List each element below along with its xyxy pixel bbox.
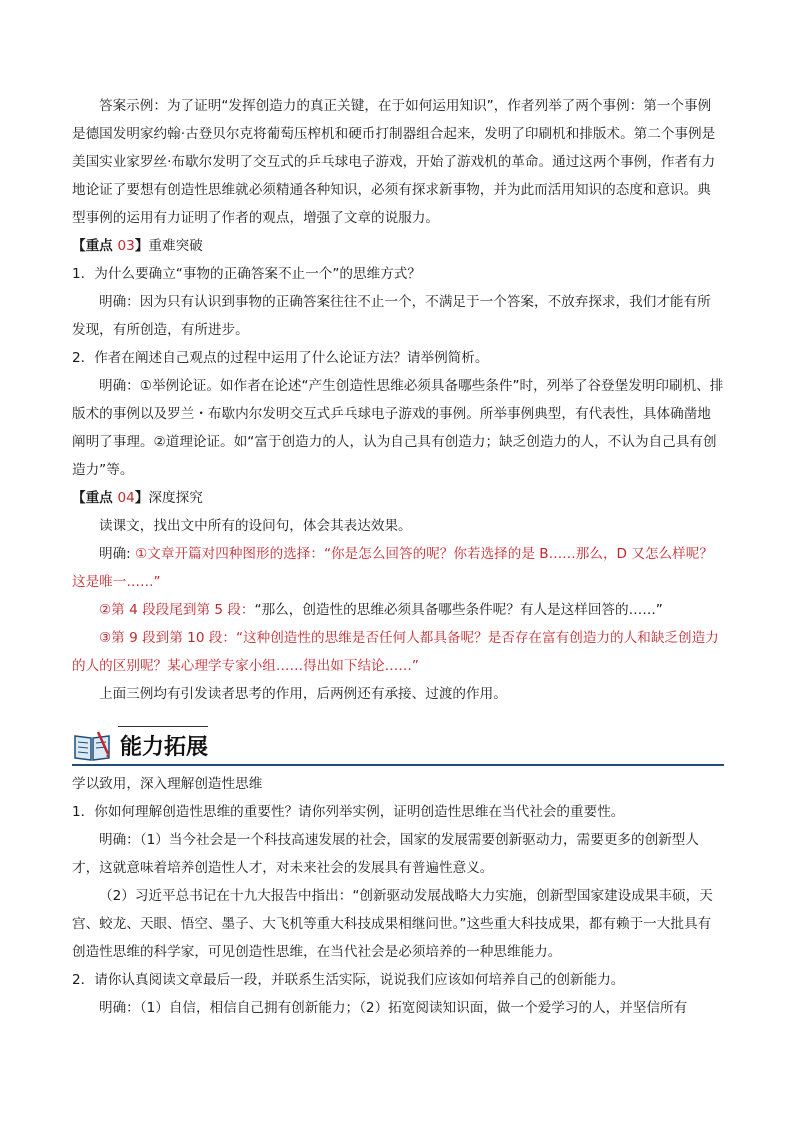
key-point-03-heading bbox=[72, 232, 724, 260]
key-point-03-label: 重难突破 bbox=[148, 238, 203, 254]
section-header bbox=[72, 726, 724, 768]
question-3: 1．你如何理解创造性思维的重要性？请你列举实例，证明创造性思维在当代社会的重要性。 bbox=[72, 804, 625, 820]
summary-line: 上面三例均有引发读者思考的作用，后两例还有承接、过渡的作用。 bbox=[99, 686, 507, 702]
key-point-04-label: 深度探究 bbox=[148, 490, 203, 506]
header-top-line bbox=[118, 726, 208, 727]
task-instruction: 读课文，找出文中所有的设问句，体会其表达效果。 bbox=[99, 518, 412, 534]
answer-3-part-2: （2）习近平总书记在十九大报告中指出：“创新驱动发展战略大力实施，创新型国家建设成果丰硕，天宫、蛟龙、天眼、悟空、墨子、大飞机等重大科技成果相继问世。”这些重大科技成果，都有赖于一大批具有创造性思维的科学家，可见创造性思维，在当代社会是必须培养的一种思维能力。 bbox=[72, 888, 713, 960]
section-title: 能力拓展 bbox=[120, 735, 209, 760]
example-2: ②第 4 段段尾到第 5 段：“那么，创造性的思维必须具备哪些条件呢？有人是这样回答的……” bbox=[99, 602, 663, 618]
key-point-04-heading bbox=[72, 484, 724, 512]
answer-example-paragraph: 答案示例：为了证明“发挥创造力的真正关键，在于如何运用知识”，作者列举了两个事例：第一个事例是德国发明家约翰·古登贝尔克将葡萄压榨机和硬币打制器组合起来，发明了印刷机和排版术。第二个事例是美国实业家罗丝·布歇尔发明了交互式的乒乓球电子游戏，开始了游戏机的革命。通过这两个事例，作者有力地论证了要想有创造性思维就必须精通各种知识，必须有探求新事物，并为此而活用知识的态度和意识。典型事例的运用有力证明了作者的观点，增强了文章的说服力。 bbox=[72, 98, 716, 226]
book-icon bbox=[72, 728, 112, 762]
answer-1: 明确：因为只有认识到事物的正确答案往往不止一个，不满足于一个答案，不放弃探求，我们才能有所发现，有所创造，有所进步。 bbox=[72, 294, 711, 338]
answer-4: 明确：（1）自信，相信自己拥有创新能力；（2）拓宽阅读知识面，做一个爱学习的人，并坚信所有 bbox=[99, 1000, 688, 1016]
example-1: 明确: ①文章开篇对四种图形的选择：“你是怎么回答的呢？你若选择的是 B……那么，D 又怎么样呢？这是唯一……” bbox=[72, 546, 713, 590]
example-3: ③第 9 段到第 10 段：“这种创造性的思维是否任何人都具备呢？是否存在富有创造力的人和缺乏创造力的人的区别呢？某心理学专家小组……得出如下结论……” bbox=[72, 630, 719, 674]
key-point-04-tag: 【重点 04】 bbox=[72, 490, 149, 506]
document-body bbox=[72, 92, 724, 1022]
question-4: 2．请你认真阅读文章最后一段，并联系生活实际，说说我们应该如何培养自己的创新能力。 bbox=[72, 972, 625, 988]
answer-3-part-1: 明确：（1）当今社会是一个科技高速发展的社会，国家的发展需要创新驱动力，需要更多的创新型人才，这就意味着培养创造性人才，对未来社会的发展具有普遍性意义。 bbox=[72, 832, 699, 876]
section-intro: 学以致用，深入理解创造性思维 bbox=[72, 776, 263, 792]
key-point-03-tag: 【重点 03】 bbox=[72, 238, 149, 254]
question-2: 2．作者在阐述自己观点的过程中运用了什么论证方法？请举例简析。 bbox=[72, 350, 489, 366]
question-1: 1．为什么要确立“事物的正确答案不止一个”的思维方式？ bbox=[72, 266, 421, 282]
answer-2: 明确：①举例论证。如作者在论述“产生创造性思维必须具备哪些条件”时，列举了谷登堡发明印刷机、排版术的事例以及罗兰・布歇内尔发明交互式乒乓球电子游戏的事例。所举事例典型，有代表性，具体确凿地阐明了事理。②道理论证。如“富于创造力的人，认为自己具有创造力；缺乏创造力的人，不认为自己具有创造力”等。 bbox=[72, 378, 724, 478]
header-underline bbox=[72, 764, 724, 766]
